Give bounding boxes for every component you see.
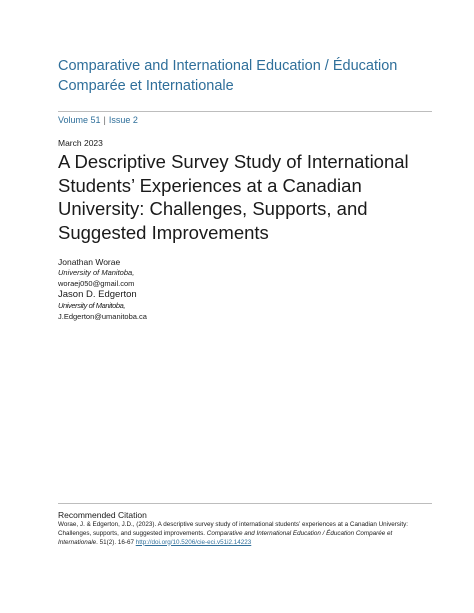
journal-title[interactable]: Comparative and International Education / Éducation Comparée et Internationale — [58, 58, 398, 94]
volume-issue-line — [58, 114, 138, 126]
author-affiliation: University of Manitoba, — [58, 301, 126, 310]
volume-link[interactable]: Volume 51 — [58, 115, 101, 125]
citation-heading: Recommended Citation — [58, 510, 147, 520]
citation-body: Worae, J. & Edgerton, J.D., (2023). A descriptive survey study of international students’ experiences at a Canadian University: Challenges, supports, and suggested improvements. — [58, 521, 409, 537]
citation-journal: Comparative and International Education / Éducation Comparée et Internationale — [58, 529, 393, 546]
author-name: Jason D. Edgerton — [58, 289, 137, 300]
header-divider — [58, 111, 432, 112]
citation-text — [58, 521, 428, 547]
citation-divider — [58, 503, 432, 504]
citation-volume-pages: . 51(2). 16-67 — [96, 538, 136, 546]
article-title: A Descriptive Survey Study of International Students’ Experiences at a Canadian University: Challenges, Supports, and Suggested Improvements — [58, 151, 409, 243]
issue-link[interactable]: Issue 2 — [108, 115, 138, 125]
author-affiliation: University of Manitoba, — [58, 268, 135, 277]
author-email[interactable]: J.Edgerton@umanitoba.ca — [58, 312, 147, 321]
author-name: Jonathan Worae — [58, 257, 121, 267]
author-email[interactable]: woraej050@gmail.com — [58, 279, 135, 288]
volume-issue-separator: | — [103, 115, 106, 125]
publication-date: March 2023 — [58, 138, 103, 148]
citation-doi-link[interactable]: http://doi.org/10.5206/cie-eci.v51i2.14223 — [135, 538, 252, 546]
author-list — [58, 257, 358, 322]
